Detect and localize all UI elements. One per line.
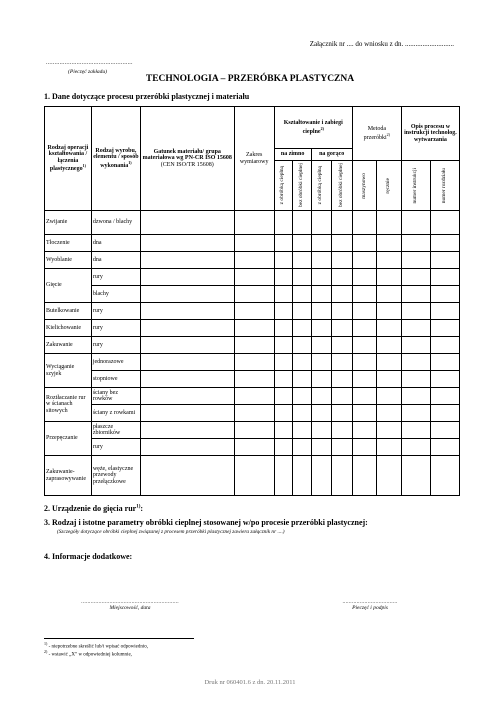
- table-row: [45, 303, 460, 320]
- entry-cell[interactable]: [352, 456, 377, 496]
- sub-instruction-number: numer instrukcji: [412, 167, 419, 204]
- table-row: [45, 388, 460, 405]
- operation-cell: Zwijanie: [45, 211, 92, 235]
- entry-cell[interactable]: [292, 211, 311, 235]
- operation-cell: Wyoblanie: [45, 252, 92, 269]
- entry-cell[interactable]: [401, 422, 430, 439]
- section-1-text: Dane dotyczące procesu przeróbki plastycznej i materiału: [52, 92, 250, 101]
- operation-cell: Zakuwanie-zaprasowywanie: [45, 456, 92, 496]
- page-title: TECHNOLOGIA – PRZERÓBKA PLASTYCZNA: [145, 74, 355, 84]
- sub-chapter-number: numer rozdziału: [441, 167, 448, 204]
- entry-cell[interactable]: [331, 286, 352, 303]
- header-hot: na gorąco: [311, 149, 352, 161]
- section-2-heading: 2. Urządzenie do gięcia rur$^{1)}$:: [44, 504, 144, 513]
- entry-cell[interactable]: [140, 252, 234, 269]
- entry-cell[interactable]: [234, 269, 274, 286]
- entry-cell[interactable]: [401, 211, 430, 235]
- entry-cell[interactable]: [140, 337, 234, 354]
- entry-cell[interactable]: [331, 303, 352, 320]
- process-table: [44, 106, 460, 496]
- entry-cell[interactable]: [234, 405, 274, 422]
- table-row: [45, 320, 460, 337]
- entry-cell[interactable]: [430, 456, 459, 496]
- entry-cell[interactable]: [401, 388, 430, 405]
- entry-cell[interactable]: [331, 337, 352, 354]
- entry-cell[interactable]: [377, 211, 402, 235]
- entry-cell[interactable]: [401, 405, 430, 422]
- entry-cell[interactable]: [352, 269, 377, 286]
- entry-cell[interactable]: [234, 456, 274, 496]
- entry-cell[interactable]: [352, 354, 377, 371]
- sub-manual: ręcznie: [385, 177, 392, 194]
- entry-cell[interactable]: [292, 422, 311, 439]
- table-row: [45, 211, 460, 235]
- entry-cell[interactable]: [430, 354, 459, 371]
- table-row: [45, 252, 460, 269]
- entry-cell[interactable]: [377, 456, 402, 496]
- entry-cell[interactable]: [140, 211, 234, 235]
- entry-cell[interactable]: [331, 405, 352, 422]
- entry-cell[interactable]: [311, 439, 331, 456]
- product-cell: płaszcze zbiorników: [91, 422, 140, 439]
- product-cell: rury: [91, 303, 140, 320]
- attachment-header: Załącznik nr .... do wniosku z dn. ............................: [309, 40, 454, 48]
- product-cell: stopniowe: [91, 371, 140, 388]
- sub-machine: maszynowo: [360, 172, 367, 199]
- entry-cell[interactable]: [140, 235, 234, 252]
- entry-cell[interactable]: [377, 303, 402, 320]
- entry-cell[interactable]: [377, 286, 402, 303]
- entry-cell[interactable]: [430, 320, 459, 337]
- entry-cell[interactable]: [234, 252, 274, 269]
- entry-cell[interactable]: [430, 337, 459, 354]
- entry-cell[interactable]: [140, 269, 234, 286]
- header-method: Metoda przeróbki$^{2)}$: [352, 107, 401, 161]
- entry-cell[interactable]: [311, 269, 331, 286]
- entry-cell[interactable]: [274, 354, 292, 371]
- entry-cell[interactable]: [140, 286, 234, 303]
- product-cell: rury: [91, 337, 140, 354]
- entry-cell[interactable]: [377, 354, 402, 371]
- stamp-signature: ................................... Pieczęć i podpis: [342, 599, 398, 611]
- product-cell: węże, elastyczne przewody przełączkowe: [91, 456, 140, 496]
- entry-cell[interactable]: [401, 286, 430, 303]
- entry-cell[interactable]: [311, 388, 331, 405]
- entry-cell[interactable]: [311, 405, 331, 422]
- section-1-heading: [44, 92, 249, 101]
- entry-cell[interactable]: [331, 354, 352, 371]
- entry-cell[interactable]: [352, 439, 377, 456]
- section-1-number: 1.: [44, 92, 50, 101]
- entry-cell[interactable]: [311, 422, 331, 439]
- entry-cell[interactable]: [430, 405, 459, 422]
- entry-cell[interactable]: [292, 371, 311, 388]
- entry-cell[interactable]: [377, 388, 402, 405]
- entry-cell[interactable]: [140, 439, 234, 456]
- operation-cell: Zakuwanie: [45, 337, 92, 354]
- entry-cell[interactable]: [274, 337, 292, 354]
- entry-cell[interactable]: [331, 320, 352, 337]
- entry-cell[interactable]: [430, 303, 459, 320]
- entry-cell[interactable]: [401, 354, 430, 371]
- table-row: [45, 354, 460, 371]
- entry-cell[interactable]: [234, 303, 274, 320]
- entry-cell[interactable]: [292, 388, 311, 405]
- table-row: [45, 337, 460, 354]
- entry-cell[interactable]: [311, 371, 331, 388]
- table-row: [45, 405, 460, 422]
- header-operation: Rodzaj operacji kształtowania / łączenia plastycznego$^{1)}$: [45, 107, 92, 211]
- entry-cell[interactable]: [331, 269, 352, 286]
- table-row: [45, 439, 460, 456]
- entry-cell[interactable]: [274, 303, 292, 320]
- entry-cell[interactable]: [311, 456, 331, 496]
- entry-cell[interactable]: [430, 286, 459, 303]
- entry-cell[interactable]: [377, 320, 402, 337]
- table-row: [45, 235, 460, 252]
- entry-cell[interactable]: [274, 456, 292, 496]
- entry-cell[interactable]: [377, 439, 402, 456]
- entry-cell[interactable]: [311, 211, 331, 235]
- footnote-divider: [44, 638, 194, 639]
- entry-cell[interactable]: [292, 252, 311, 269]
- stamp-dots: ...................................................: [46, 60, 133, 66]
- stamp-label: (Pieczęć zakładu): [68, 69, 107, 75]
- entry-cell[interactable]: [274, 286, 292, 303]
- product-cell: dzwona / blachy: [91, 211, 140, 235]
- entry-cell[interactable]: [274, 269, 292, 286]
- product-cell: rury: [91, 320, 140, 337]
- entry-cell[interactable]: [292, 405, 311, 422]
- entry-cell[interactable]: [401, 337, 430, 354]
- entry-cell[interactable]: [331, 439, 352, 456]
- entry-cell[interactable]: [401, 371, 430, 388]
- entry-cell[interactable]: [234, 211, 274, 235]
- entry-cell[interactable]: [234, 439, 274, 456]
- sub-hot-with: z obróbką cieplną: [317, 166, 324, 205]
- entry-cell[interactable]: [401, 320, 430, 337]
- entry-cell[interactable]: [352, 337, 377, 354]
- entry-cell[interactable]: [140, 456, 234, 496]
- section-3-note: (Szczegóły dotyczące obróbki cieplnej związanej z procesem przeróbki plastycznej zawiera załącznik nr ....): [57, 529, 285, 535]
- entry-cell[interactable]: [401, 252, 430, 269]
- entry-cell[interactable]: [430, 371, 459, 388]
- entry-cell[interactable]: [377, 235, 402, 252]
- entry-cell[interactable]: [234, 320, 274, 337]
- operation-cell: Gięcie: [45, 269, 92, 303]
- entry-cell[interactable]: [274, 252, 292, 269]
- entry-cell[interactable]: [234, 371, 274, 388]
- entry-cell[interactable]: [430, 388, 459, 405]
- entry-cell[interactable]: [331, 235, 352, 252]
- operation-cell: Tłoczenie: [45, 235, 92, 252]
- entry-cell[interactable]: [401, 235, 430, 252]
- entry-cell[interactable]: [140, 354, 234, 371]
- entry-cell[interactable]: [430, 269, 459, 286]
- entry-cell[interactable]: [430, 422, 459, 439]
- entry-cell[interactable]: [292, 320, 311, 337]
- table-row: [45, 286, 460, 303]
- entry-cell[interactable]: [311, 354, 331, 371]
- sub-cold-with: z obróbką cieplną: [279, 166, 286, 205]
- entry-cell[interactable]: [292, 286, 311, 303]
- entry-cell[interactable]: [352, 303, 377, 320]
- header-range: Zakres wymiarowy: [234, 107, 274, 211]
- entry-cell[interactable]: [140, 320, 234, 337]
- footnote-2: $^{2)}$ - wstawić „X” w odpowiedniej kolumnie,: [44, 649, 132, 658]
- entry-cell[interactable]: [234, 286, 274, 303]
- product-cell: rury: [91, 269, 140, 286]
- entry-cell[interactable]: [234, 337, 274, 354]
- section-4-heading: 4. Informacje dodatkowe:: [44, 552, 133, 561]
- entry-cell[interactable]: [234, 354, 274, 371]
- entry-cell[interactable]: [377, 405, 402, 422]
- entry-cell[interactable]: [311, 337, 331, 354]
- entry-cell[interactable]: [311, 320, 331, 337]
- entry-cell[interactable]: [331, 388, 352, 405]
- entry-cell[interactable]: [274, 371, 292, 388]
- footnote-1: $^{1)}$ - niepotrzebne skreślić lub/i wpisać odpowiednio,: [44, 641, 149, 650]
- entry-cell[interactable]: [311, 252, 331, 269]
- entry-cell[interactable]: [352, 286, 377, 303]
- entry-cell[interactable]: [377, 337, 402, 354]
- product-cell: jednorazowe: [91, 354, 140, 371]
- header-description: Opis procesu w instrukcji technolog. wytwarzania: [401, 107, 459, 161]
- table-row: [45, 269, 460, 286]
- entry-cell[interactable]: [274, 320, 292, 337]
- entry-cell[interactable]: [292, 235, 311, 252]
- entry-cell[interactable]: [377, 252, 402, 269]
- place-date-signature: .............................................................. Miejscowość, data: [81, 599, 179, 611]
- entry-cell[interactable]: [292, 303, 311, 320]
- table-row: [45, 371, 460, 388]
- entry-cell[interactable]: [352, 388, 377, 405]
- entry-cell[interactable]: [274, 439, 292, 456]
- entry-cell[interactable]: [377, 269, 402, 286]
- table-row: [45, 422, 460, 439]
- operation-cell: Wyciąganie szyjek: [45, 354, 92, 388]
- entry-cell[interactable]: [430, 252, 459, 269]
- product-cell: ściany bez rowków: [91, 388, 140, 405]
- entry-cell[interactable]: [274, 422, 292, 439]
- operation-cell: Butelkowanie: [45, 303, 92, 320]
- entry-cell[interactable]: [352, 405, 377, 422]
- entry-cell[interactable]: [234, 235, 274, 252]
- sub-hot-without: bez obróbki cieplnej: [337, 163, 344, 208]
- entry-cell[interactable]: [331, 252, 352, 269]
- product-cell: blachy: [91, 286, 140, 303]
- entry-cell[interactable]: [234, 388, 274, 405]
- entry-cell[interactable]: [377, 422, 402, 439]
- entry-cell[interactable]: [140, 388, 234, 405]
- sub-cold-without: bez obróbki cieplnej: [297, 163, 304, 208]
- entry-cell[interactable]: [274, 211, 292, 235]
- entry-cell[interactable]: [352, 211, 377, 235]
- entry-cell[interactable]: [401, 303, 430, 320]
- operation-cell: Roztłaczanie rur w ścianach sitowych: [45, 388, 92, 422]
- operation-cell: Przepęczanie: [45, 422, 92, 456]
- entry-cell[interactable]: [274, 405, 292, 422]
- entry-cell[interactable]: [401, 269, 430, 286]
- entry-cell[interactable]: [140, 405, 234, 422]
- entry-cell[interactable]: [430, 211, 459, 235]
- entry-cell[interactable]: [352, 422, 377, 439]
- section-3-heading: 3. Rodzaj i istotne parametry obróbki cieplnej stosowanej w/po procesie przeróbki plastycznej:: [44, 518, 368, 527]
- entry-cell[interactable]: [352, 320, 377, 337]
- header-cold: na zimno: [274, 149, 311, 161]
- entry-cell[interactable]: [311, 286, 331, 303]
- entry-cell[interactable]: [274, 388, 292, 405]
- entry-cell[interactable]: [311, 303, 331, 320]
- header-material: Gatunek materiału/ grupa materiałowa wg PN-CR ISO 15608 (CEN ISO/TR 15608): [140, 107, 234, 211]
- entry-cell[interactable]: [292, 439, 311, 456]
- entry-cell[interactable]: [377, 371, 402, 388]
- header-product: Rodzaj wyrobu, elementu / sposób wykonania$^{1)}$: [91, 107, 140, 211]
- entry-cell[interactable]: [430, 439, 459, 456]
- entry-cell[interactable]: [352, 371, 377, 388]
- operation-cell: Kielichowanie: [45, 320, 92, 337]
- entry-cell[interactable]: [292, 456, 311, 496]
- product-cell: ściany z rowkami: [91, 405, 140, 422]
- print-code: Druk nr 060401.6 z dn. 20.11.2011: [204, 679, 296, 686]
- product-cell: dna: [91, 235, 140, 252]
- entry-cell[interactable]: [292, 269, 311, 286]
- table-row: [45, 456, 460, 496]
- product-cell: dna: [91, 252, 140, 269]
- entry-cell[interactable]: [331, 211, 352, 235]
- product-cell: rury: [91, 439, 140, 456]
- entry-cell[interactable]: [331, 371, 352, 388]
- entry-cell[interactable]: [401, 456, 430, 496]
- entry-cell[interactable]: [140, 422, 234, 439]
- entry-cell[interactable]: [292, 354, 311, 371]
- entry-cell[interactable]: [331, 456, 352, 496]
- entry-cell[interactable]: [430, 235, 459, 252]
- header-forming: Kształtowanie i zabiegi cieplne$^{2)}$: [274, 107, 352, 149]
- entry-cell[interactable]: [352, 252, 377, 269]
- entry-cell[interactable]: [292, 337, 311, 354]
- entry-cell[interactable]: [331, 422, 352, 439]
- entry-cell[interactable]: [401, 439, 430, 456]
- entry-cell[interactable]: [140, 303, 234, 320]
- entry-cell[interactable]: [352, 235, 377, 252]
- entry-cell[interactable]: [311, 235, 331, 252]
- entry-cell[interactable]: [140, 371, 234, 388]
- entry-cell[interactable]: [234, 422, 274, 439]
- entry-cell[interactable]: [274, 235, 292, 252]
